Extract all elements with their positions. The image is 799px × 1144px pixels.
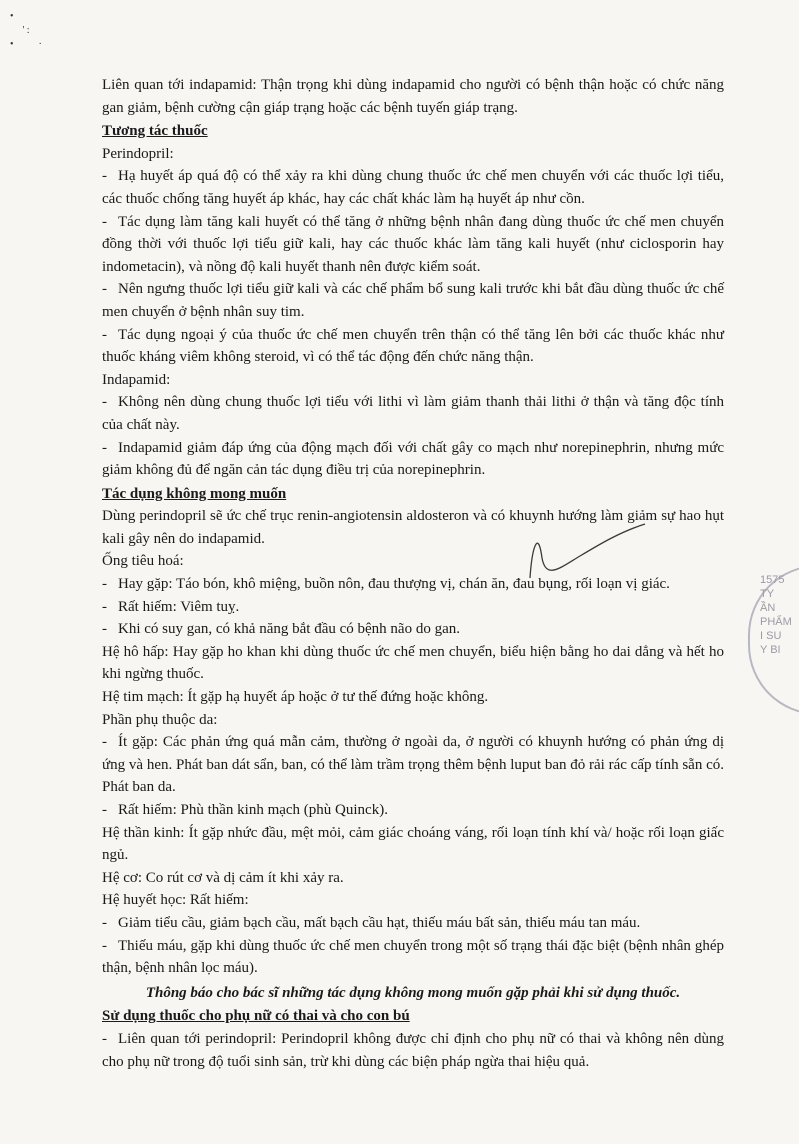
paragraph-nervous: Hệ thần kinh: Ít gặp nhức đầu, mệt mỏi, cảm giác choáng váng, rối loạn tính khí và/ hoặc rối loạn giấc ngủ. — [102, 824, 724, 864]
bullet-dash: - — [102, 439, 107, 456]
list-item-text: Tác dụng làm tăng kali huyết có thể tăng ở những bệnh nhân đang dùng thuốc ức chế men chuyển đồng thời với thuốc lợi tiểu giữ kali, hay các thuốc khác làm tăng kali huyết (như ciclosporin hay indometacin), và nồng độ kali huyết thanh nên được kiểm soát. — [102, 213, 724, 275]
list-item-text: Ít gặp: Các phản ứng quá mẫn cảm, thường ở ngoài da, ở người có khuynh hướng có phản ứng dị ứng và hen. Phát ban dát sẩn, ban, có thể làm trầm trọng thêm bệnh luput ban đỏ rải rác cấp tính sẵn có. Phát ban da. — [102, 734, 724, 796]
subheading-skin: Phần phụ thuộc da: — [102, 711, 218, 728]
list-item — [102, 165, 724, 210]
list-item — [102, 596, 724, 619]
bullet-dash: - — [102, 394, 107, 411]
subheading-digestive: Ống tiêu hoá: — [102, 553, 184, 570]
list-item — [102, 799, 724, 822]
list-item-text: Liên quan tới perindopril: Perindopril không được chỉ định cho phụ nữ có thai và không nên dùng cho phụ nữ trong độ tuổi sinh sản, trừ khi dùng các biện pháp ngừa thai hiệu quả. — [102, 1030, 724, 1070]
bullet-dash: - — [102, 1030, 107, 1047]
list-item-text: Khi có suy gan, có khả năng bắt đầu có bệnh não do gan. — [118, 621, 460, 638]
heading-pregnancy: Sử dụng thuốc cho phụ nữ có thai và cho con bú — [102, 1008, 410, 1025]
list-item-text: Thiếu máu, gặp khi dùng thuốc ức chế men chuyển trong một số trạng thái đặc biệt (bệnh nhân ghép thận, bệnh nhân lọc máu). — [102, 937, 724, 977]
doctor-notice: Thông báo cho bác sĩ những tác dụng không mong muốn gặp phải khi sử dụng thuốc. — [145, 984, 681, 1001]
list-item-text: Indapamid giảm đáp ứng của động mạch đối với chất gây co mạch như norepinephrin, nhưng mức giảm không đủ để ngăn cản tác dụng điều trị của norepinephrin. — [102, 439, 724, 479]
list-item — [102, 211, 724, 279]
paragraph-muscular: Hệ cơ: Co rút cơ và dị cảm ít khi xảy ra. — [102, 869, 344, 886]
list-item — [102, 731, 724, 799]
list-item — [102, 391, 724, 436]
list-item — [102, 618, 724, 641]
list-item-text: Hạ huyết áp quá độ có thể xảy ra khi dùng chung thuốc ức chế men chuyển với các thuốc lợi tiểu, các thuốc chống tăng huyết áp khác, hay các chất khác làm hạ huyết áp như cồn. — [102, 168, 724, 207]
company-stamp: 1575 TY ẦN PHẨM I SU Y BI — [748, 565, 799, 715]
list-item — [102, 324, 724, 369]
list-item-text: Nên ngưng thuốc lợi tiểu giữ kali và các chế phẩm bổ sung kali trước khi bắt đầu dùng thuốc ức chế men chuyển ở bệnh nhân suy tim. — [102, 281, 724, 320]
signature-mark — [520, 518, 650, 588]
scan-specks: • ' : • · — [10, 11, 42, 50]
heading-side-effects: Tác dụng không mong muốn — [102, 485, 287, 502]
bullet-dash: - — [102, 937, 107, 954]
paragraph-indapamid-caution: Liên quan tới indapamid: Thận trọng khi dùng indapamid cho người có bệnh thận hoặc có chức năng gan giảm, bệnh cường cận giáp trạng hoặc các bệnh tuyến giáp trạng. — [102, 77, 724, 116]
bullet-dash: - — [102, 213, 107, 230]
bullet-dash: - — [102, 281, 107, 298]
bullet-dash: - — [102, 168, 107, 185]
subheading-perindopril: Perindopril: — [102, 145, 174, 162]
heading-drug-interactions: Tương tác thuốc — [102, 123, 208, 140]
paragraph-cardiovascular: Hệ tim mạch: Ít gặp hạ huyết áp hoặc ở tư thế đứng hoặc không. — [102, 689, 489, 706]
list-item — [102, 912, 724, 935]
bullet-dash: - — [102, 734, 107, 751]
list-item — [102, 935, 724, 980]
bullet-dash: - — [102, 802, 107, 818]
list-item-text: Không nên dùng chung thuốc lợi tiểu với lithi vì làm giảm thanh thải lithi ở thận và tăng độc tính của chất này. — [102, 394, 724, 433]
bullet-dash: - — [102, 326, 107, 343]
list-item — [102, 437, 724, 482]
list-item — [102, 278, 724, 323]
subheading-hematology: Hệ huyết học: Rất hiếm: — [102, 892, 249, 909]
subheading-indapamid: Indapamid: — [102, 371, 171, 388]
bullet-dash: - — [102, 576, 107, 593]
paragraph-respiratory: Hệ hô hấp: Hay gặp ho khan khi dùng thuốc ức chế men chuyển, biểu hiện bằng ho dai dẳng và hết ho khi ngừng thuốc. — [102, 643, 724, 683]
list-item-text: Giảm tiểu cầu, giảm bạch cầu, mất bạch cầu hạt, thiếu máu bất sản, thiếu máu tan máu. — [118, 914, 641, 931]
list-item-text: Tác dụng ngoại ý của thuốc ức chế men chuyển trên thận có thể tăng lên bởi các thuốc khác như thuốc kháng viêm không steroid, vì có thể tác động đến chức năng thận. — [102, 326, 724, 366]
list-item-text: Rất hiếm: Phù thần kinh mạch (phù Quinck). — [118, 802, 388, 818]
list-item — [102, 1028, 724, 1073]
bullet-dash: - — [102, 621, 107, 638]
bullet-dash: - — [102, 914, 107, 931]
list-item-text: Rất hiếm: Viêm tuỵ. — [118, 598, 240, 615]
paragraph-perindopril-effect: Dùng perindopril sẽ ức chế trục renin-angiotensin aldosteron và có khuynh hướng làm giảm sự hao hụt kali gây nên do indapamid. — [102, 508, 724, 547]
bullet-dash: - — [102, 598, 107, 615]
list-item-text: Hay gặp: Táo bón, khô miệng, buồn nôn, đau thượng vị, chán ăn, đau bụng, rối loạn vị giác. — [118, 576, 670, 593]
